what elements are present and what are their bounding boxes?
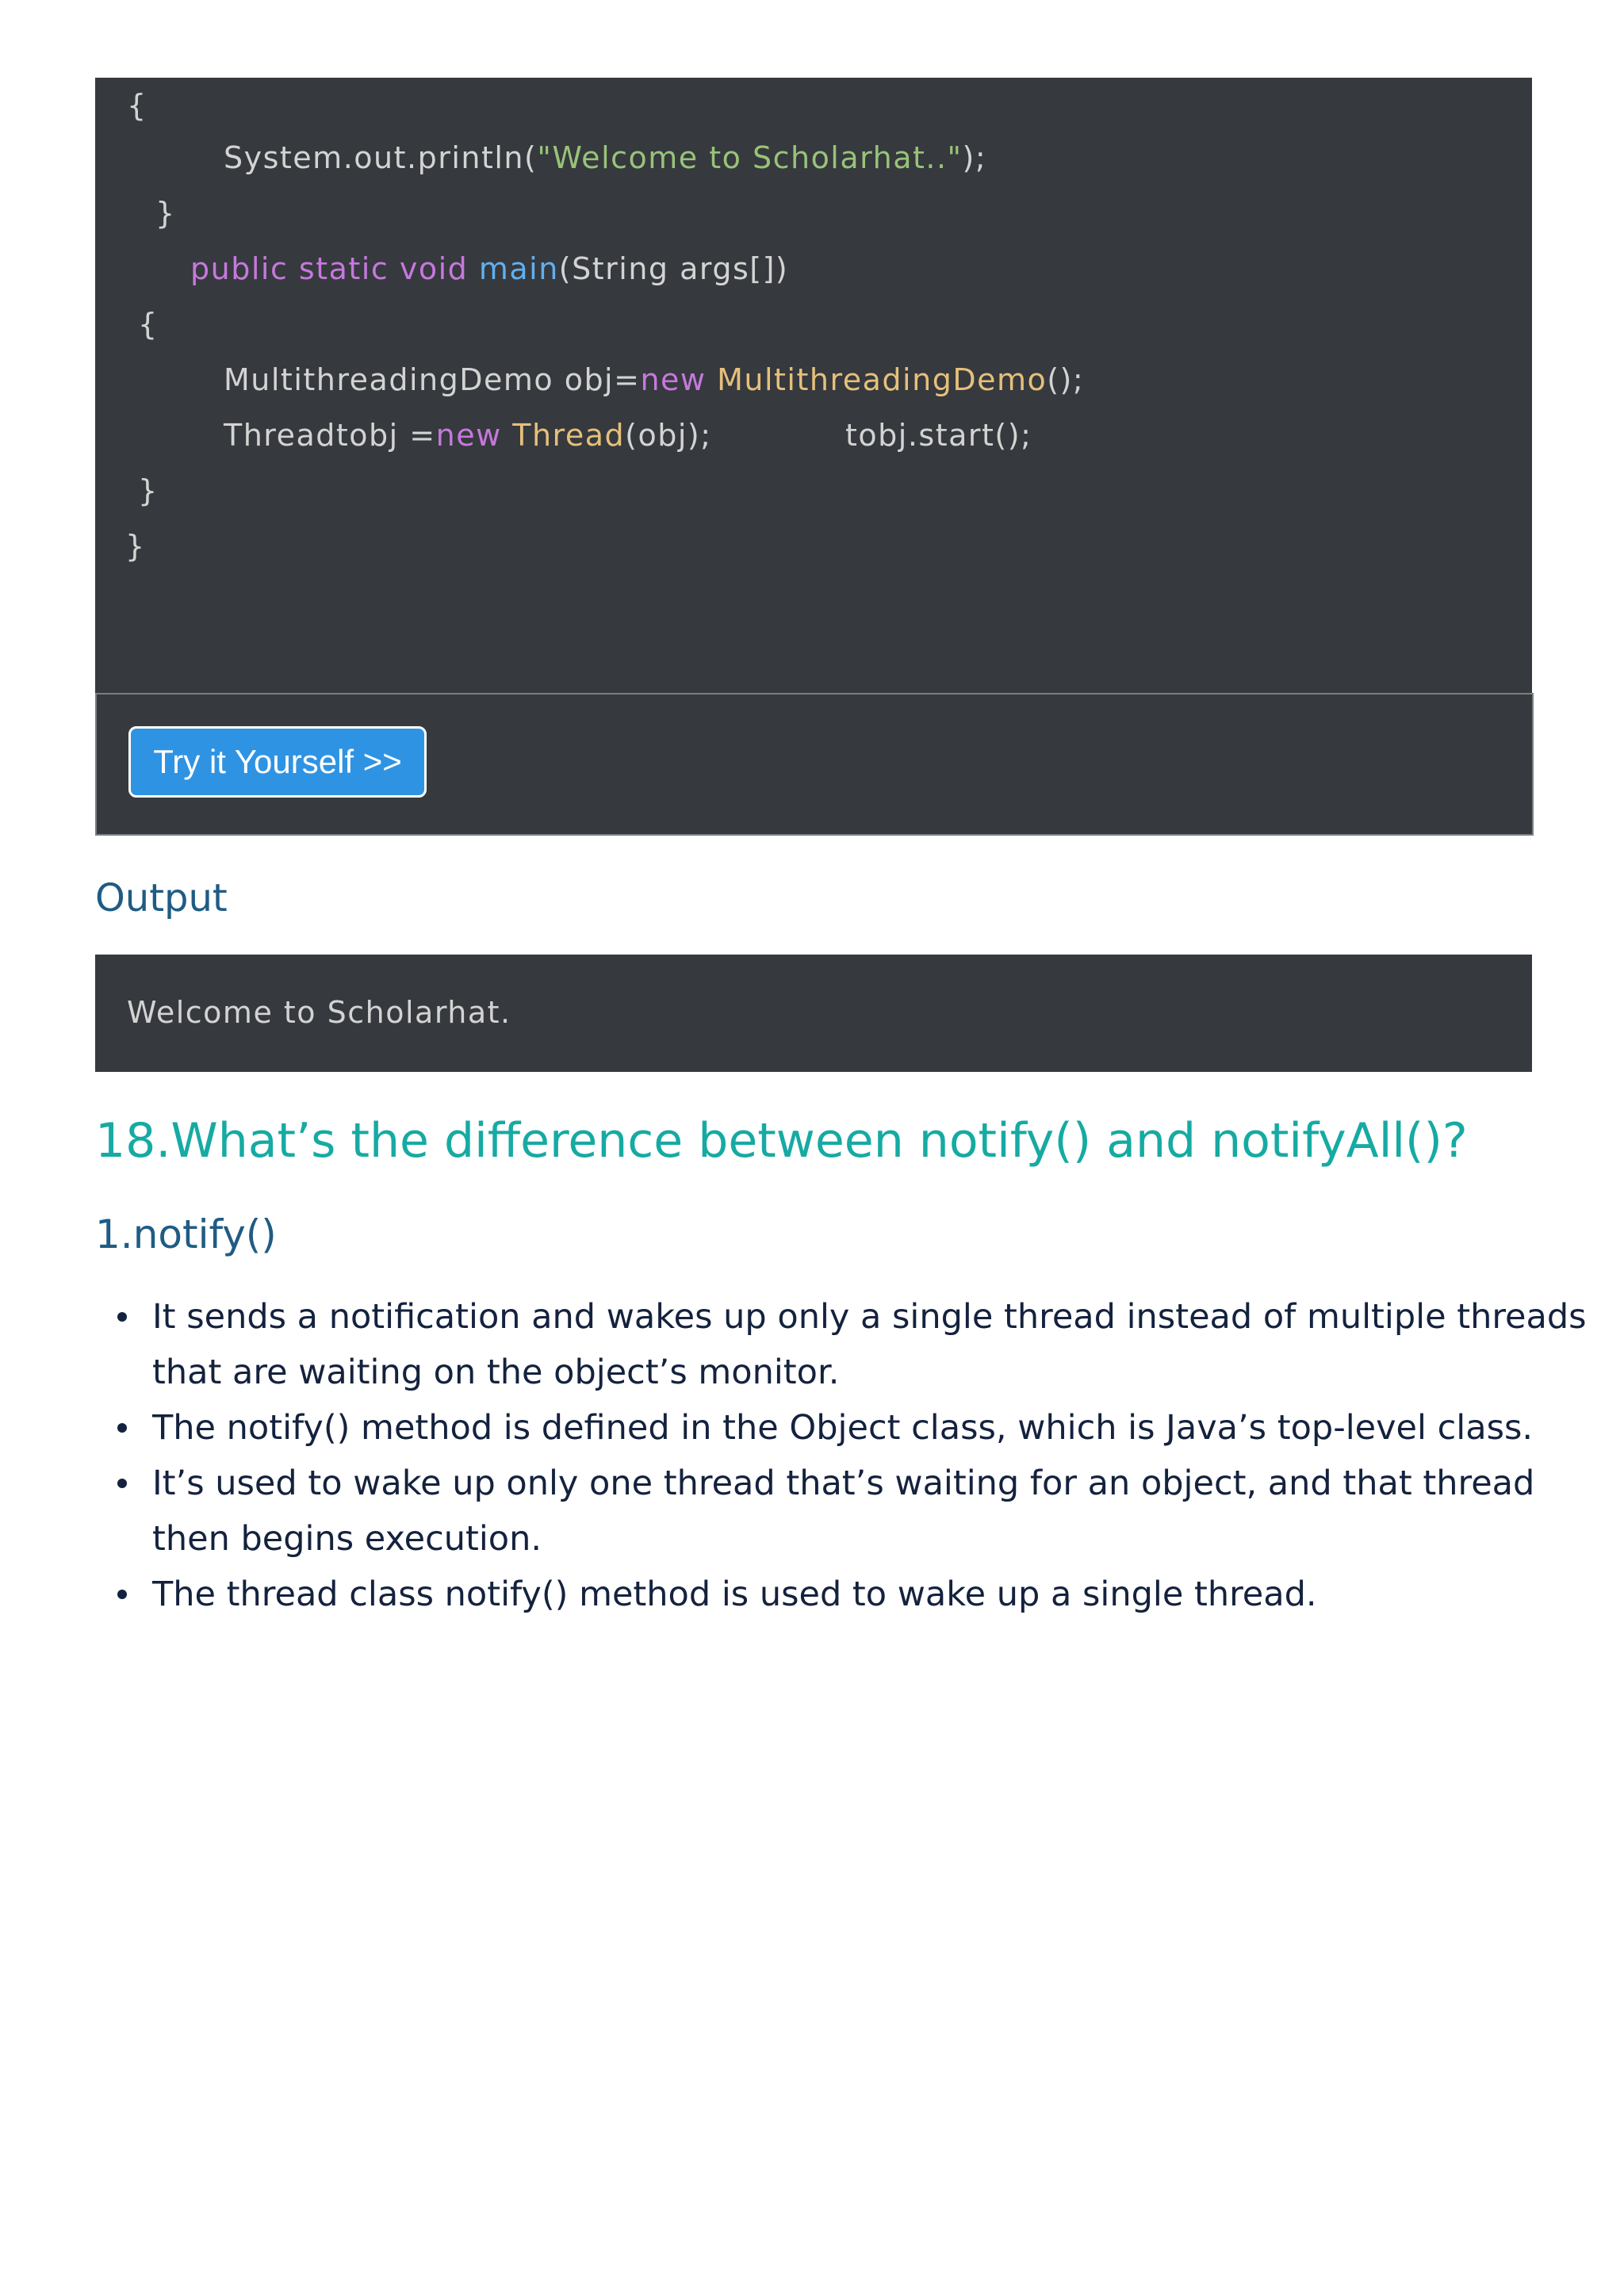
code-line-1 xyxy=(127,87,147,124)
list-item: The thread class notify() method is used to wake up a single thread. xyxy=(95,1567,1602,1622)
code-line-3 xyxy=(155,195,176,232)
code-keyword: new xyxy=(640,362,707,397)
list-item: It’s used to wake up only one thread that’s waiting for an object, and that thread then begins execution. xyxy=(95,1456,1602,1567)
code-line-7 xyxy=(224,417,712,453)
code-token: (obj); xyxy=(625,418,712,453)
code-line-8 xyxy=(138,473,159,509)
code-token: } xyxy=(155,196,176,231)
code-token: MultithreadingDemo obj= xyxy=(224,362,641,397)
output-block xyxy=(95,955,1532,1072)
code-function: main xyxy=(478,251,559,286)
list-item: It sends a notification and wakes up only a single thread instead of multiple threads that are waiting on the object’s monitor. xyxy=(95,1289,1602,1400)
code-token: } xyxy=(138,473,159,508)
code-line-9 xyxy=(125,528,146,564)
code-keyword: new xyxy=(435,418,502,453)
code-line-7-tail xyxy=(845,417,1032,453)
code-token: System.out.println( xyxy=(224,140,538,175)
code-line-2 xyxy=(224,140,986,176)
code-token: } xyxy=(125,529,146,564)
code-token: tobj.start(); xyxy=(845,418,1032,453)
code-block xyxy=(95,78,1532,695)
try-it-bar xyxy=(95,693,1534,836)
question-heading: 18.What’s the difference between notify() and notifyAll()? xyxy=(95,1113,1468,1169)
try-it-yourself-button[interactable]: Try it Yourself >> xyxy=(128,726,427,798)
code-string: "Welcome to Scholarhat.." xyxy=(537,140,963,175)
output-heading: Output xyxy=(95,876,228,920)
code-token: Threadtobj = xyxy=(224,418,436,453)
code-class: Thread xyxy=(512,418,626,453)
code-line-4 xyxy=(190,251,788,287)
code-token: (String args[]) xyxy=(558,251,789,286)
bullet-list xyxy=(95,1289,1602,1622)
list-item: The notify() method is defined in the Object class, which is Java’s top-level class. xyxy=(95,1400,1602,1456)
code-line-5 xyxy=(138,306,159,342)
code-keyword: public static void xyxy=(190,251,469,286)
output-text: Welcome to Scholarhat. xyxy=(127,995,511,1030)
subheading-notify: 1.notify() xyxy=(95,1211,277,1257)
code-token: { xyxy=(127,88,147,123)
code-token: { xyxy=(138,307,159,342)
code-token: ); xyxy=(962,140,987,175)
code-token: (); xyxy=(1047,362,1085,397)
code-class: MultithreadingDemo xyxy=(717,362,1048,397)
code-line-6 xyxy=(224,362,1084,398)
